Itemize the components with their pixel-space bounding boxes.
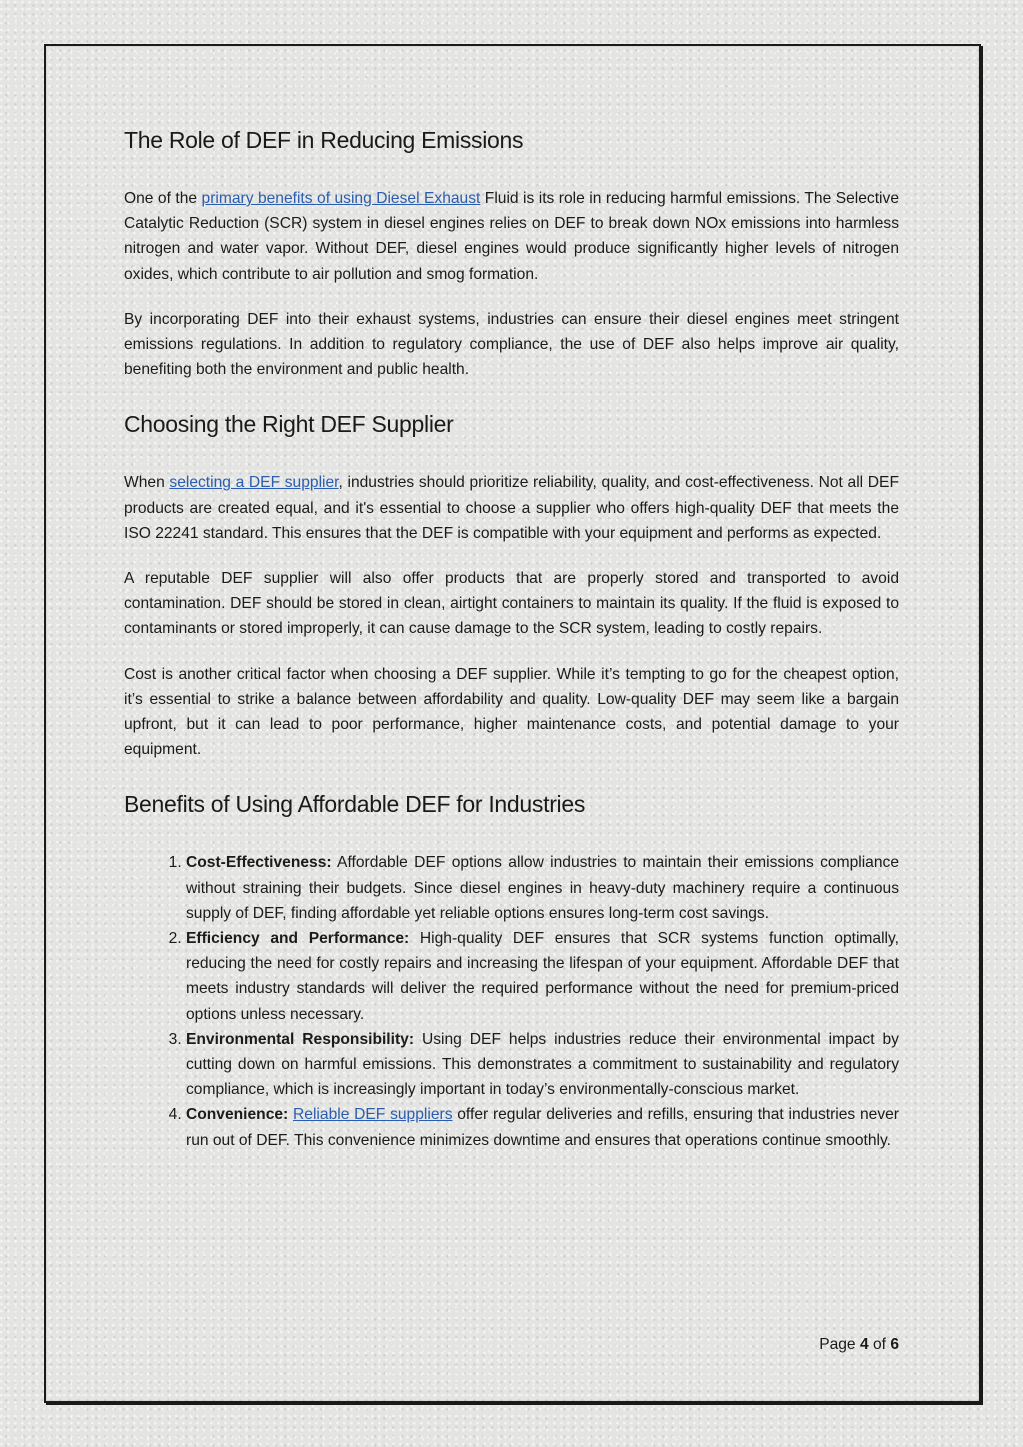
heading-role-of-def: The Role of DEF in Reducing Emissions [124, 127, 524, 153]
link-reliable-suppliers[interactable]: Reliable DEF suppliers [293, 1106, 453, 1124]
list-item-title: Convenience: [186, 1106, 289, 1124]
paragraph-choosing-3: Cost is another critical factor when choosing a DEF supplier. While it’s tempting to go for the cheapest option, it’s essential to strike a balance between affordability and quality. Low-quality DEF may seem like a bargain upfront, but it can lead to poor performance, higher maintenance costs, and potential damage to your equipment. [124, 665, 899, 759]
list-item-text: Affordable DEF options allow industries to maintain their emissions compliance without straining their budgets. Since diesel engines in heavy-duty machinery require a continuous supply of DEF, finding affordable yet reliable options ensures long-term cost savings. [186, 854, 899, 922]
list-item-title: Efficiency and Performance: [186, 930, 410, 948]
link-primary-benefits[interactable]: primary benefits of using Diesel Exhaust [201, 190, 481, 207]
page-number [819, 1336, 899, 1354]
list-item [186, 1102, 899, 1152]
heading-benefits: Benefits of Using Affordable DEF for Industries [124, 791, 586, 818]
list-item-title: Cost-Effectiveness: [186, 854, 332, 872]
list-item-text: offer regular deliveries and refills, ensuring that industries never run out of DEF. This convenience minimizes downtime and ensures that operations continue smoothly. [186, 1106, 899, 1149]
list-item [186, 1027, 899, 1103]
paragraph-role-1 [124, 186, 899, 287]
page-current: 4 [859, 1336, 869, 1353]
page-sep: of [868, 1336, 891, 1353]
text-segment: , industries should prioritize reliability, quality, and cost-effectiveness. Not all DEF products are created equal, and it's essential to choose a supplier who offers high-quality DEF that meets the ISO 22241 standard. This ensures that the DEF is compatible with your equipment and performs as expected. [124, 474, 899, 542]
page-prefix: Page [819, 1336, 860, 1353]
text-segment: One of the [124, 190, 202, 207]
paragraph-choosing-2: A reputable DEF supplier will also offer products that are properly stored and transported to avoid contamination. DEF should be stored in clean, airtight containers to maintain its quality. If the fluid is exposed to contaminants or stored improperly, it can cause damage to the SCR system, leading to costly repairs. [124, 570, 899, 638]
document-body [124, 118, 899, 1153]
paragraph-choosing-1 [124, 470, 899, 546]
text-segment: Fluid is its role in reducing harmful emissions. The Selective Catalytic Reduction (SCR) system in diesel engines relies on DEF to break down NOx emissions into harmless nitrogen and water vapor. Without DEF, diesel engines would produce significantly higher levels of nitrogen oxides, which contribute to air pollution and smog formation. [124, 190, 899, 283]
paragraph-role-2: By incorporating DEF into their exhaust systems, industries can ensure their diesel engines meet stringent emissions regulations. In addition to regulatory compliance, the use of DEF also helps improve air quality, benefiting both the environment and public health. [124, 310, 899, 379]
page-total: 6 [890, 1336, 899, 1353]
link-selecting-supplier[interactable]: selecting a DEF supplier [169, 474, 339, 492]
list-item-title: Environmental Responsibility: [186, 1030, 415, 1048]
heading-choosing-supplier: Choosing the Right DEF Supplier [124, 411, 454, 438]
list-item-text: High-quality DEF ensures that SCR systems function optimally, reducing the need for costly repairs and increasing the lifespan of your equipment. Affordable DEF that meets industry standards will deliver the required performance without the need for premium-priced options unless necessary. [186, 930, 899, 1023]
list-item [186, 850, 899, 926]
list-item-text: Using DEF helps industries reduce their environmental impact by cutting down on harmful emissions. This demonstrates a commitment to sustainability and regulatory compliance, which is increasingly important in today’s environmentally-conscious market. [186, 1030, 899, 1099]
text-segment: When [124, 474, 170, 492]
benefits-list [124, 850, 899, 1152]
list-item [186, 926, 899, 1027]
